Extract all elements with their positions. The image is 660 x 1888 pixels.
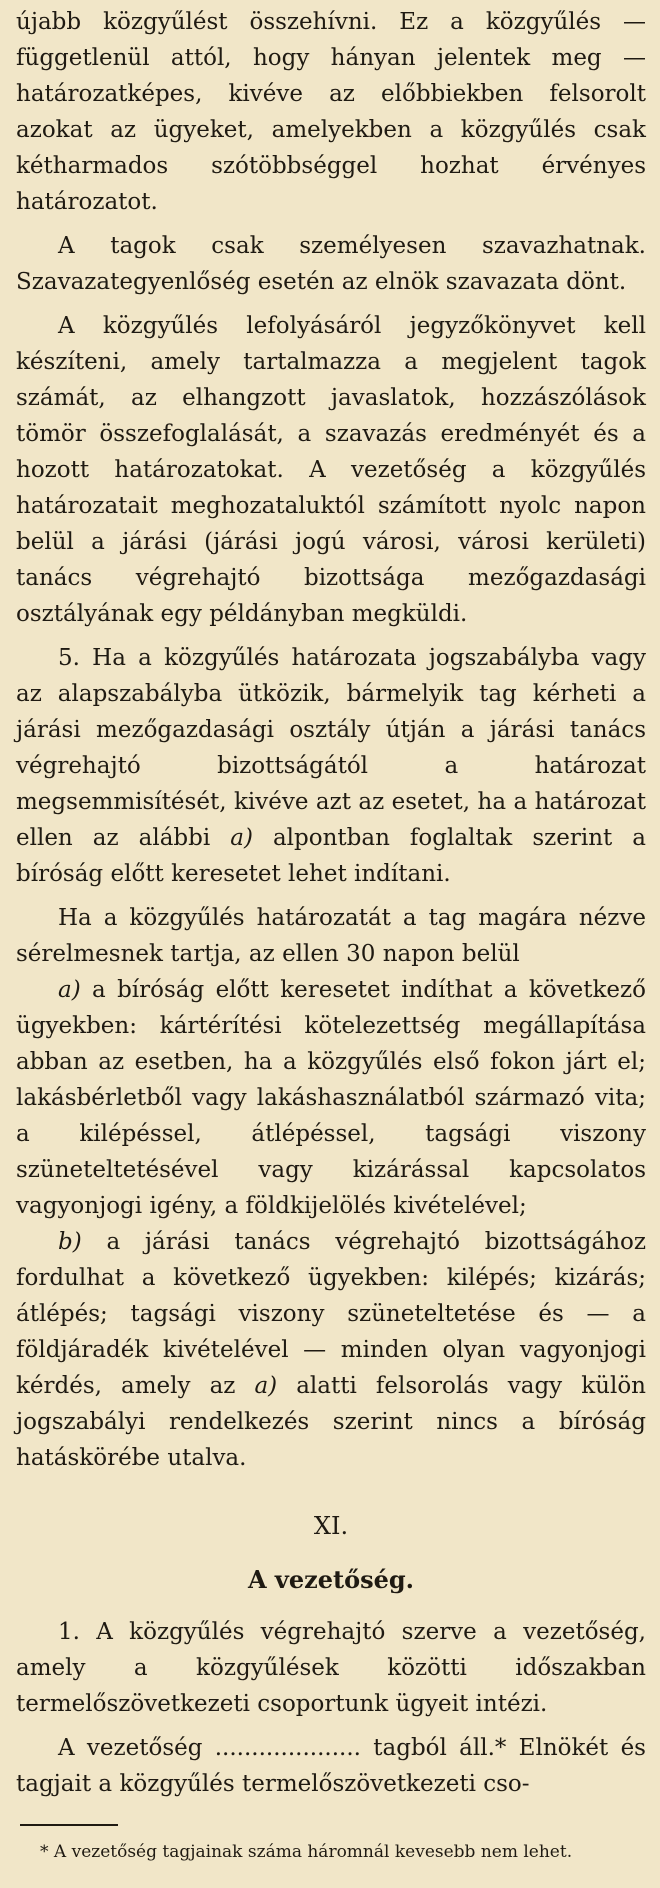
section-title: A vezetőség.: [247, 1565, 415, 1594]
item-a-text: a bíróság előtt keresetet indíthat a következő ügyekben: kártérítési kötelezettség megállapítása abban az esetben, ha a közgyűlés első fokon járt el; lakásbérletből vagy lakáshasználatból származó vita; a kilépéssel, átlépéssel, tagsági viszony szüneteltetésével vagy kizárással kapcsolatos vagyonjogi igény, a földkijelölés kivételével;: [16, 977, 646, 1219]
chapter-number: XI.: [313, 1512, 349, 1540]
paragraph-minutes: A közgyűlés lefolyásáról jegyzőkönyvet kell készíteni, amely tartalmazza a megjelent tagok számát, az elhangzott javaslatok, hozzászólások tömör összefoglalását, a szavazás eredményét és a hozott határozatokat. A vezetőség a közgyűlés határozatait meghozataluktól számított nyolc napon belül a járási (járási jogú városi, városi kerületi) tanács végrehajtó bizottsága mezőgazdasági osztályának egy példányban megküldi.: [16, 313, 646, 627]
paragraph-5-ref: a): [230, 825, 253, 851]
item-b-text-end: alatti felsorolás vagy külön jogszabályi rendelkezés szerint nincs a bíróság hatáskörébe utalva.: [16, 1373, 646, 1471]
item-b-council: [16, 1224, 646, 1476]
paragraph-leadership-2: [16, 1730, 646, 1802]
leadership-2-end: tagból áll.* Elnökét és tagjait a közgyűlés termelőszövetkezeti cso-: [16, 1735, 646, 1797]
paragraph-complaint: Ha a közgyűlés határozatát a tag magára nézve sérelmesnek tartja, az ellen 30 napon belül: [16, 905, 646, 967]
item-a-label: a): [58, 977, 81, 1003]
leadership-2-blank: ....................: [214, 1735, 361, 1761]
paragraph-leadership-1: 1. A közgyűlés végrehajtó szerve a vezetőség, amely a közgyűlések közötti időszakban termelőszövetkezeti csoportunk ügyeit intézi.: [16, 1619, 646, 1717]
paragraph-5-text-start: 5. Ha a közgyűlés határozata jogszabályba vagy az alapszabályba ütközik, bármelyik tag kérheti a járási mezőgazdasági osztály útján a járási tanács végrehajtó bizottságától a határozat megsemmisítését, kivéve azt az esetet, ha a határozat ellen az alábbi: [16, 645, 646, 851]
paragraph-voting: A tagok csak személyesen szavazhatnak. Szavazategyenlőség esetén az elnök szavazata dönt.: [16, 233, 646, 295]
item-b-ref: a): [254, 1373, 278, 1399]
paragraph-5-annulment: [16, 640, 646, 892]
item-a-court: [16, 972, 646, 1224]
footnote: * A vezetőség tagjainak száma háromnál kevesebb nem lehet.: [40, 1842, 573, 1862]
footnote-divider: [20, 1824, 118, 1826]
leadership-2-start: A vezetőség: [58, 1735, 215, 1761]
paragraph-5-text-end: alpontban foglaltak szerint a bíróság előtt keresetet lehet indítani.: [16, 825, 646, 887]
paragraph-quorum-continuation: újabb közgyűlést összehívni. Ez a közgyűlés — függetlenül attól, hogy hányan jelentek meg — határozatképes, kivéve az előbbiekben felsorolt azokat az ügyeket, amelyekben a közgyűlés csak kétharmados szótöbbséggel hozhat érvényes határozatot.: [16, 9, 646, 215]
item-b-text-start: a járási tanács végrehajtó bizottságához fordulhat a következő ügyekben: kilépés; kizárás; átlépés; tagsági viszony szüneteltetése és — a földjáradék kivételével — minden olyan vagyonjogi kérdés, amely az: [16, 1229, 646, 1399]
item-b-label: b): [58, 1229, 82, 1255]
